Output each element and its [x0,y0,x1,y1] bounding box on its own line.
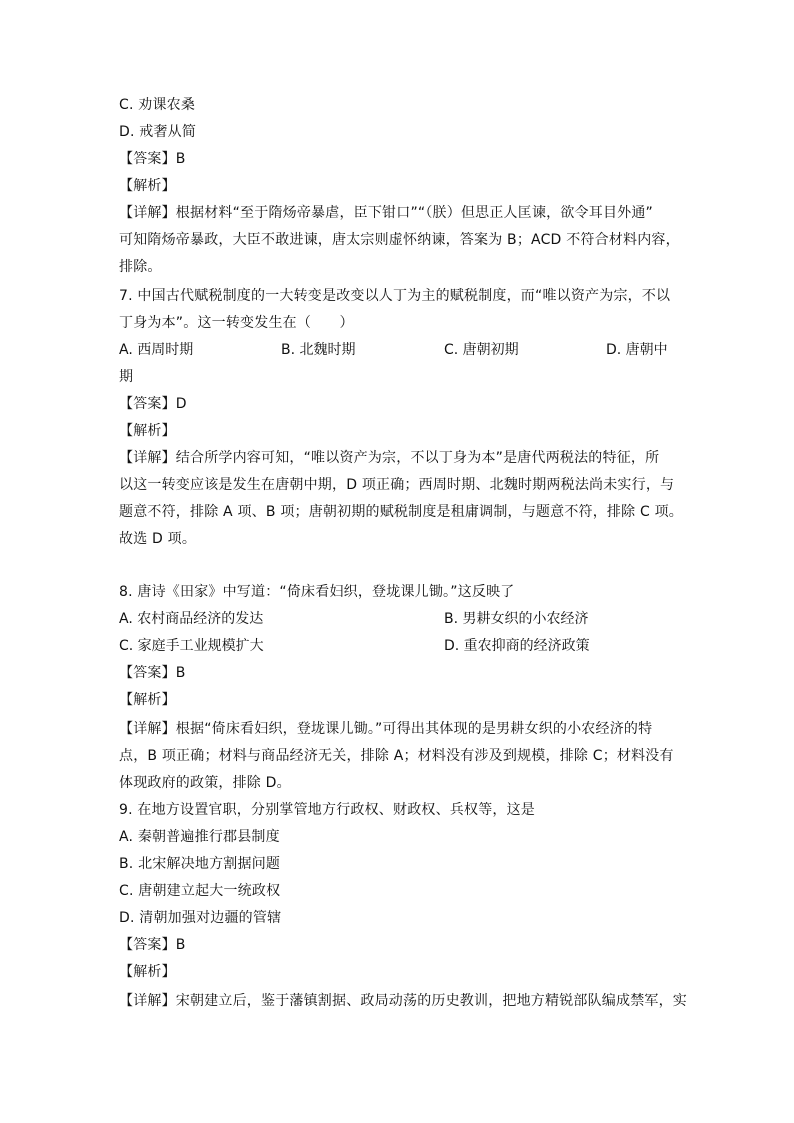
q8-stem: 8. 唐诗《田家》中写道：“倚床看妇织，登垅课儿锄。”这反映了 [119,584,515,600]
q6-detail-line: 【详解】根据材料“至于隋炀帝暴虐，臣下钳口”“（朕）但思正人匡谏，欲令耳目外通” [119,205,654,221]
q6-option-d: D. 戒奢从简 [119,124,197,140]
q8-detail-line: 【详解】根据“倚床看妇织，登垅课儿锄。”可得出其体现的是男耕女织的小农经济的特 [119,721,653,737]
q9-stem: 9. 在地方设置官职，分别掌管地方行政权、财政权、兵权等，这是 [119,802,536,818]
q6-answer: 【答案】B [119,151,186,167]
q7-stem-line: 7. 中国古代赋税制度的一大转变是改变以人丁为主的赋税制度，而“唯以资产为宗，不以 [119,288,671,304]
q7-detail-line: 【详解】结合所学内容可知，“唯以资产为宗，不以丁身为本”是唐代两税法的特征，所 [119,450,660,466]
q6-option-c: C. 劝课农桑 [119,97,196,113]
q7-option-c: C. 唐朝初期 [444,342,519,358]
q8-answer: 【答案】B [119,665,186,681]
q7-detail-line: 以这一转变应该是发生在唐朝中期，D 项正确；西周时期、北魏时期两税法尚未实行，与 [119,477,675,493]
q8-option-d: D. 重农抑商的经济政策 [444,638,590,654]
q7-option-b: B. 北魏时期 [281,342,356,358]
q9-answer: 【答案】B [119,937,186,953]
q7-option-a: A. 西周时期 [119,342,194,358]
q9-option-a: A. 秦朝普遍推行郡县制度 [119,829,280,845]
q7-option-d: D. 唐朝中 [606,342,668,358]
q8-analysis-label: 【解析】 [119,692,176,708]
q7-stem-line: 丁身为本”。这一转变发生在（ ） [119,315,354,331]
q6-analysis-label: 【解析】 [119,178,176,194]
q8-detail-line: 体现政府的政策，排除 D。 [119,775,291,791]
q7-option-d-wrap: 期 [119,369,134,385]
q8-option-a: A. 农村商品经济的发达 [119,611,264,627]
q8-option-c: C. 家庭手工业规模扩大 [119,638,264,654]
q7-detail-line: 故选 D 项。 [119,531,197,547]
q9-option-b: B. 北宋解决地方割据问题 [119,856,281,872]
q9-option-c: C. 唐朝建立起大一统政权 [119,883,281,899]
q9-option-d: D. 清朝加强对边疆的管辖 [119,910,282,926]
q7-analysis-label: 【解析】 [119,423,176,439]
q8-option-b: B. 男耕女织的小农经济 [444,611,589,627]
q6-detail-line: 可知隋炀帝暴政，大臣不敢进谏，唐太宗则虚怀纳谏，答案为 B；ACD 不符合材料内容， [119,232,680,248]
q7-detail-line: 题意不符，排除 A 项、B 项；唐朝初期的赋税制度是租庸调制，与题意不符，排除 C 项。 [119,504,684,520]
q8-detail-line: 点，B 项正确；材料与商品经济无关，排除 A；材料没有涉及到规模，排除 C；材料没有 [119,748,674,764]
q9-analysis-label: 【解析】 [119,964,176,980]
q6-detail-line: 排除。 [119,259,162,275]
q9-detail-line: 【详解】宋朝建立后，鉴于藩镇割据、政局动荡的历史教训，把地方精锐部队编成禁军，实 [119,993,687,1009]
q7-answer: 【答案】D [119,396,187,412]
